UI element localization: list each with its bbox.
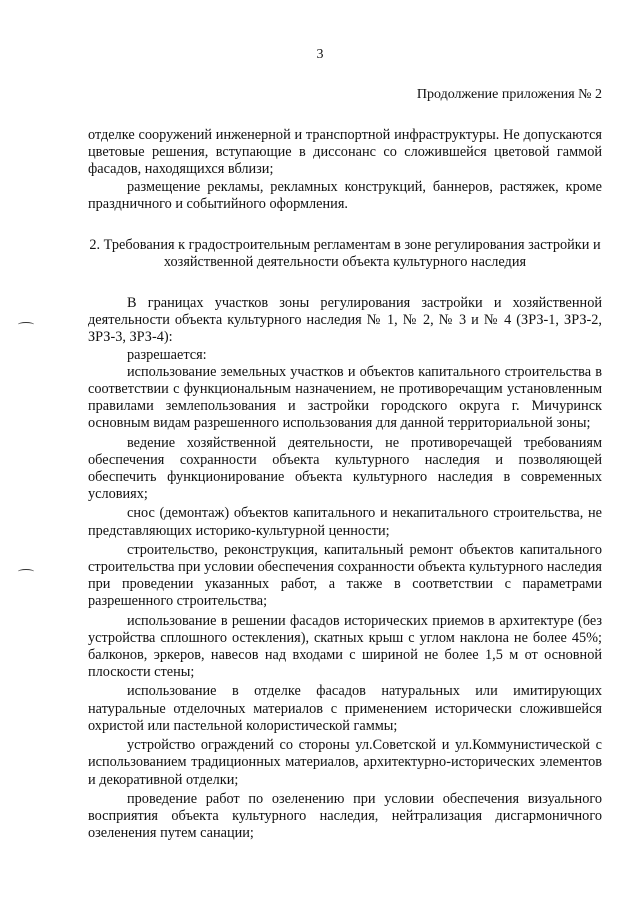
paragraph: разрешается: [127,346,207,363]
paragraph: использование в отделке фасадов натуральных или имитирующих натуральные отделочных материалов с применением исторически сложившейся охристой или пастельной колористической гаммы; [88,683,602,734]
margin-mark [18,569,34,574]
paragraph: снос (демонтаж) объектов капитального и некапитального строительства, не представляющих историко-культурной ценности; [88,505,602,539]
page-number: 3 [316,47,324,62]
document-body [88,127,602,842]
paragraph: использование в решении фасадов исторических приемов в архитектуре (без устройства сплошного остекления), скатных крыш с углом наклона не более 45%; балконов, эркеров, навесов над входами с шириной не более 1,5 м от основной плоскости стены; [88,612,602,681]
paragraph: ведение хозяйственной деятельности, не противоречащей требованиям обеспечения сохранности объекта культурного наследия и позволяющей обеспечить функционирование объекта культурного наследия в современных условиях; [88,434,602,503]
appendix-title: Продолжение приложения № 2 [416,87,602,102]
paragraph: В границах участков зоны регулирования застройки и хозяйственной деятельности объекта культурного наследия № 1, № 2, № 3 и № 4 (ЗРЗ-1, ЗРЗ-2, ЗРЗ-3, ЗРЗ-4): [88,295,602,346]
margin-mark [18,322,34,327]
paragraph: проведение работ по озеленению при условии обеспечения визуального восприятия объекта культурного наследия, нейтрализация дисгармоничного озеленения путем санации; [88,790,602,842]
paragraph: устройство ограждений со стороны ул.Советской и ул.Коммунистической с использованием традиционных материалов, архитектурно-исторических элементов и декоративной отделки; [88,737,602,788]
paragraph: использование земельных участков и объектов капитального строительства в соответствии с функциональным назначением, не противоречащим установленным правилами землепользования и застройки городского округа г. Мичуринск основным видам разрешенного использования для данной территориальной зоны; [88,363,602,432]
section-heading: 2. Требования к градостроительным регламентам в зоне регулирования застройки и хозяйственной деятельности объекта культурного наследия [89,237,601,271]
paragraph: отделке сооружений инженерной и транспортной инфраструктуры. Не допускаются цветовые решения, вступающие в диссонанс со сложившейся цветовой гаммой фасадов, находящихся вблизи; [88,127,602,178]
paragraph: размещение рекламы, рекламных конструкций, баннеров, растяжек, кроме праздничного и событийного оформления. [88,178,602,212]
paragraph: строительство, реконструкция, капитальный ремонт объектов капитального строительства при условии обеспечения сохранности объекта культурного наследия при проведении указанных работ, а также в соответствии с параметрами разрешенного строительства; [88,541,602,610]
